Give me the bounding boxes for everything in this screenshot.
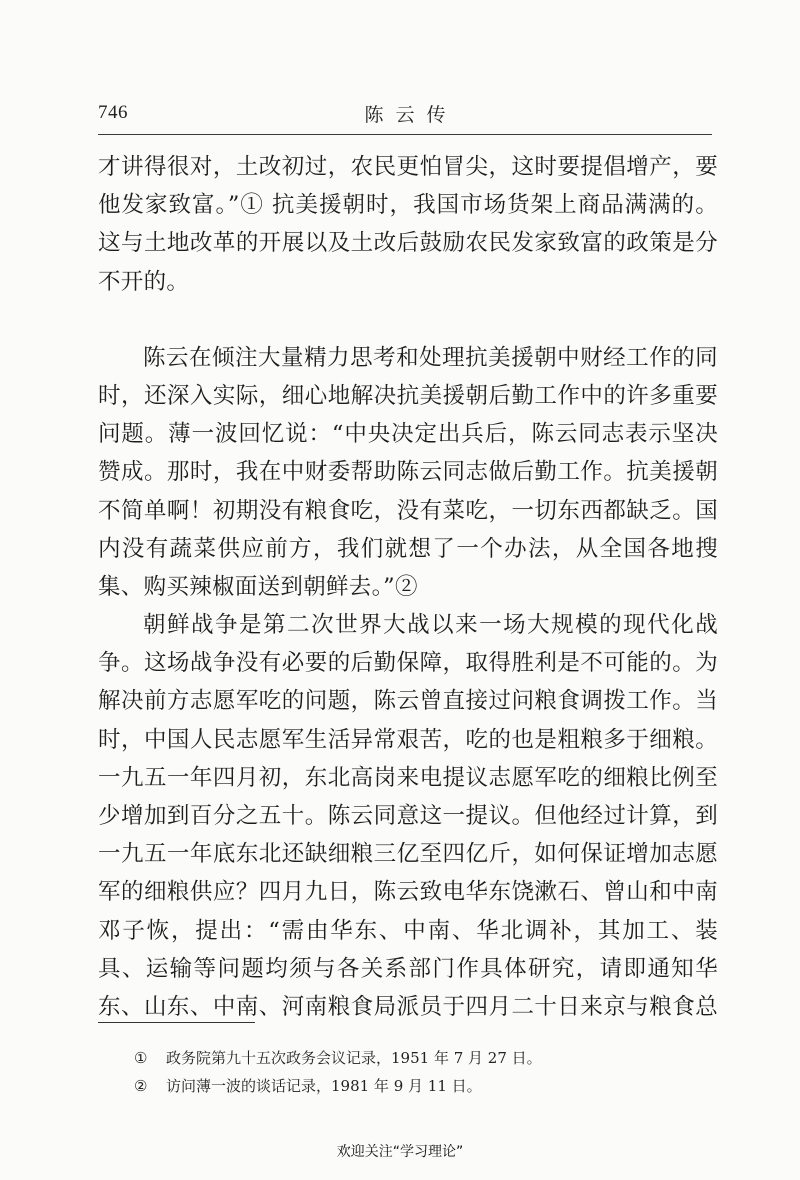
text-line: 解决前方志愿军吃的问题，陈云曾直接过问粮食调拨工作。当 (98, 688, 718, 715)
footnote-marker: ② (134, 1077, 148, 1095)
text-line: 问题。薄一波回忆说：“中央决定出兵后，陈云同志表示坚决 (98, 421, 718, 448)
text-line: 军的细粮供应？四月九日，陈云致电华东饶漱石、曾山和中南 (98, 879, 718, 906)
text-line: 东、山东、中南、河南粮食局派员于四月二十日来京与粮食总 (98, 993, 718, 1020)
text-line: 争。这场战争没有必要的后勤保障，取得胜利是不可能的。为 (98, 650, 718, 677)
text-line: 一九五一年底东北还缺细粮三亿至四亿斤，如何保证增加志愿 (98, 841, 718, 868)
footnote-marker: ① (134, 1049, 148, 1067)
text-line: 这与土地改革的开展以及土改后鼓励农民发家致富的政策是分 (98, 230, 718, 257)
paragraph-first-line: 朝鲜战争是第二次世界大战以来一场大规模的现代化战 (143, 612, 718, 639)
running-title: 陈云传 (364, 104, 458, 126)
text-line: 内没有蔬菜供应前方，我们就想了一个办法，从全国各地搜 (98, 535, 718, 562)
footnote-text: 政务院第九十五次政务会议记录，1951 年 7 月 27 日。 (166, 1049, 542, 1067)
text-line: 赞成。那时，我在中财委帮助陈云同志做后勤工作。抗美援朝 (98, 459, 718, 486)
text-line: 少增加到百分之五十。陈云同意这一提议。但他经过计算，到 (98, 803, 718, 829)
section-break (98, 301, 718, 339)
body-text (98, 148, 718, 1026)
page-header (98, 98, 712, 135)
text-line: 不简单啊！初期没有粮食吃，没有菜吃，一切东西都缺乏。国 (98, 497, 718, 524)
footnote (134, 1044, 714, 1072)
footnote (134, 1072, 714, 1100)
watermark-caption: 欢迎关注“学习理论” (336, 1144, 464, 1160)
text-line: 邓子恢，提出：“需由华东、中南、华北调补，其加工、装 (98, 917, 718, 944)
text-line: 才讲得很对，土改初过，农民更怕冒尖，这时要提倡增产，要 (98, 154, 718, 180)
text-line: 不开的。 (98, 268, 190, 295)
text-line: 他发家致富。”① 抗美援朝时，我国市场货架上商品满满的。 (98, 192, 718, 219)
page-number: 746 (98, 102, 128, 123)
text-line: 时，中国人民志愿军生活异常艰苦，吃的也是粗粮多于细粮。 (98, 726, 718, 753)
text-line: 具、运输等问题均须与各关系部门作具体研究，请即通知华 (98, 955, 718, 982)
footnotes (134, 1044, 714, 1100)
text-line: 时，还深入实际，细心地解决抗美援朝后勤工作中的许多重要 (98, 382, 718, 409)
footnote-divider (98, 1022, 255, 1023)
text-line: 一九五一年四月初，东北高岗来电提议志愿军吃的细粮比例至 (98, 764, 718, 791)
footnote-text: 访问薄一波的谈话记录，1981 年 9 月 11 日。 (166, 1077, 482, 1095)
text-line: 集、购买辣椒面送到朝鲜去。”② (98, 573, 418, 600)
paragraph-first-line: 陈云在倾注大量精力思考和处理抗美援朝中财经工作的同 (143, 344, 718, 371)
